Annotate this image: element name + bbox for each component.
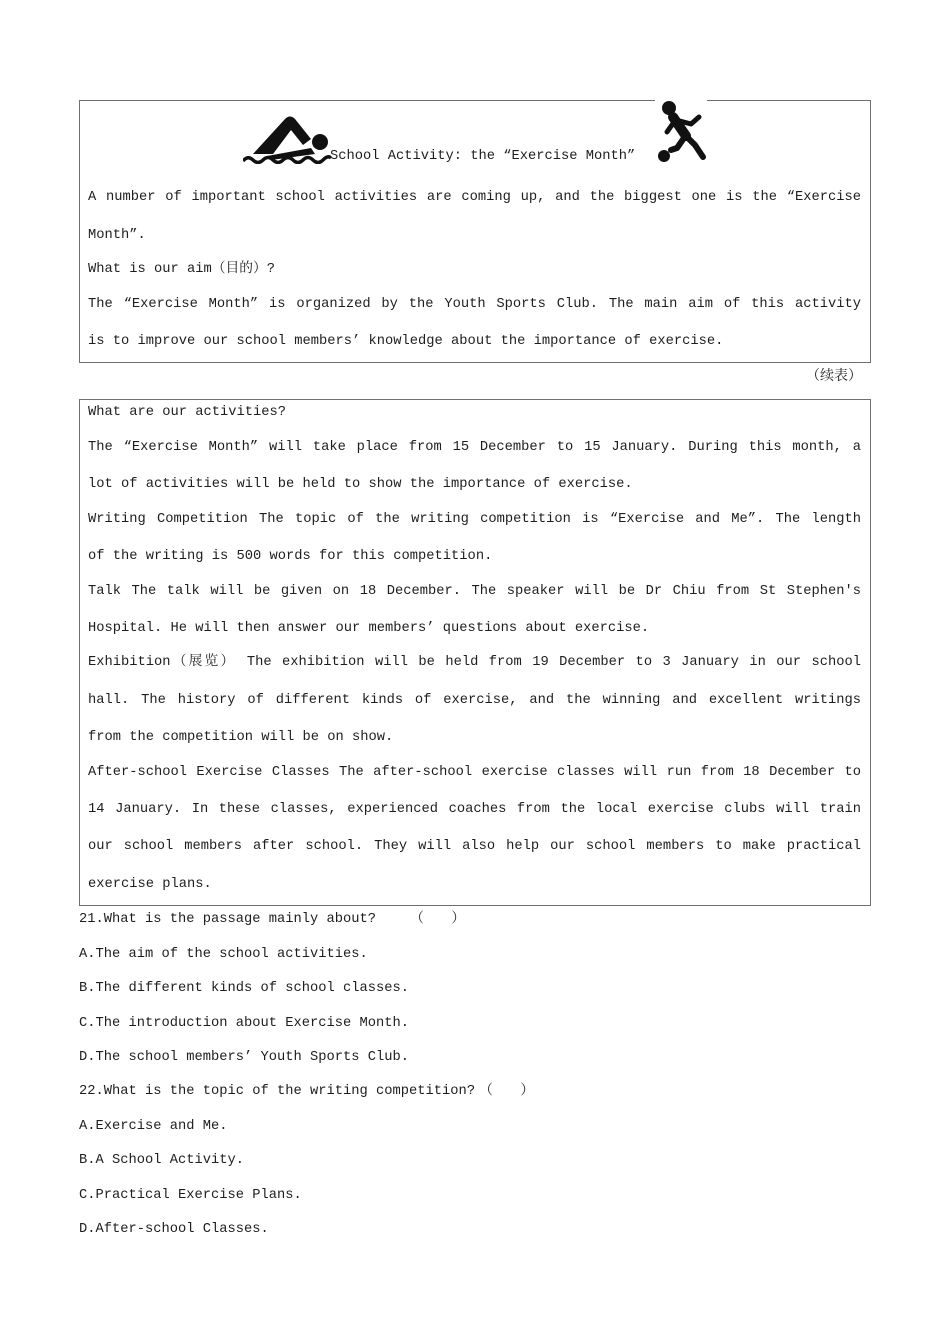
option-c: C.Practical Exercise Plans. (79, 1188, 302, 1203)
passage-line: Writing Competition The topic of the writing competition is “Exercise and Me”. The length (88, 512, 861, 527)
option-d: D.After-school Classes. (79, 1222, 269, 1237)
passage-line: from the competition will be on show. (88, 730, 394, 745)
passage-title: School Activity: the “Exercise Month” (330, 149, 636, 164)
passage-box-activities (79, 399, 871, 906)
option-c: C.The introduction about Exercise Month. (79, 1016, 410, 1031)
swimmer-icon (243, 114, 331, 164)
option-d: D.The school members’ Youth Sports Club. (79, 1050, 410, 1065)
passage-line: What are our activities? (88, 405, 287, 420)
passage-line: of the writing is 500 words for this competition. (88, 549, 493, 564)
continued-table-label: （续表） (806, 369, 862, 385)
option-b: B.The different kinds of school classes. (79, 981, 410, 996)
passage-line: Month”. (88, 228, 146, 243)
question-stem: 22.What is the topic of the writing competition? (79, 1084, 476, 1099)
passage-line: hall. The history of different kinds of exercise, and the winning and excellent writings (88, 693, 861, 708)
question-21 (79, 910, 465, 930)
passage-line: 14 January. In these classes, experienced coaches from the local exercise clubs will train (88, 802, 861, 817)
passage-line: After-school Exercise Classes The after-school exercise classes will run from 18 December to (88, 765, 861, 780)
passage-line: exercise plans. (88, 877, 212, 892)
passage-line: Talk The talk will be given on 18 December. The speaker will be Dr Chiu from St Stephen's (88, 584, 861, 599)
option-b: B.A School Activity. (79, 1153, 245, 1168)
passage-line: Hospital. He will then answer our members’ questions about exercise. (88, 621, 650, 636)
option-a: A.Exercise and Me. (79, 1119, 228, 1134)
passage-box-intro (79, 100, 871, 363)
passage-line: lot of activities will be held to show the importance of exercise. (88, 477, 633, 492)
option-a: A.The aim of the school activities. (79, 947, 368, 962)
passage-line: our school members after school. They will also help our school members to make practical (88, 839, 861, 854)
answer-blank: （ ） (410, 912, 466, 927)
passage-line: Exhibition（展览） The exhibition will be held from 19 December to 3 January in our school (88, 655, 861, 670)
passage-line: is to improve our school members’ knowledge about the importance of exercise. (88, 334, 724, 349)
question-22 (79, 1082, 534, 1102)
question-stem: 21.What is the passage mainly about? (79, 912, 377, 927)
passage-line: The “Exercise Month” is organized by the Youth Sports Club. The main aim of this activity (88, 297, 861, 312)
passage-line: A number of important school activities are coming up, and the biggest one is the “Exercise (88, 190, 861, 205)
passage-line: The “Exercise Month” will take place from 15 December to 15 January. During this month, a (88, 440, 861, 455)
soccer-player-icon (655, 99, 707, 163)
passage-line: What is our aim（目的）? (88, 262, 276, 277)
answer-blank: （ ） (479, 1084, 535, 1099)
